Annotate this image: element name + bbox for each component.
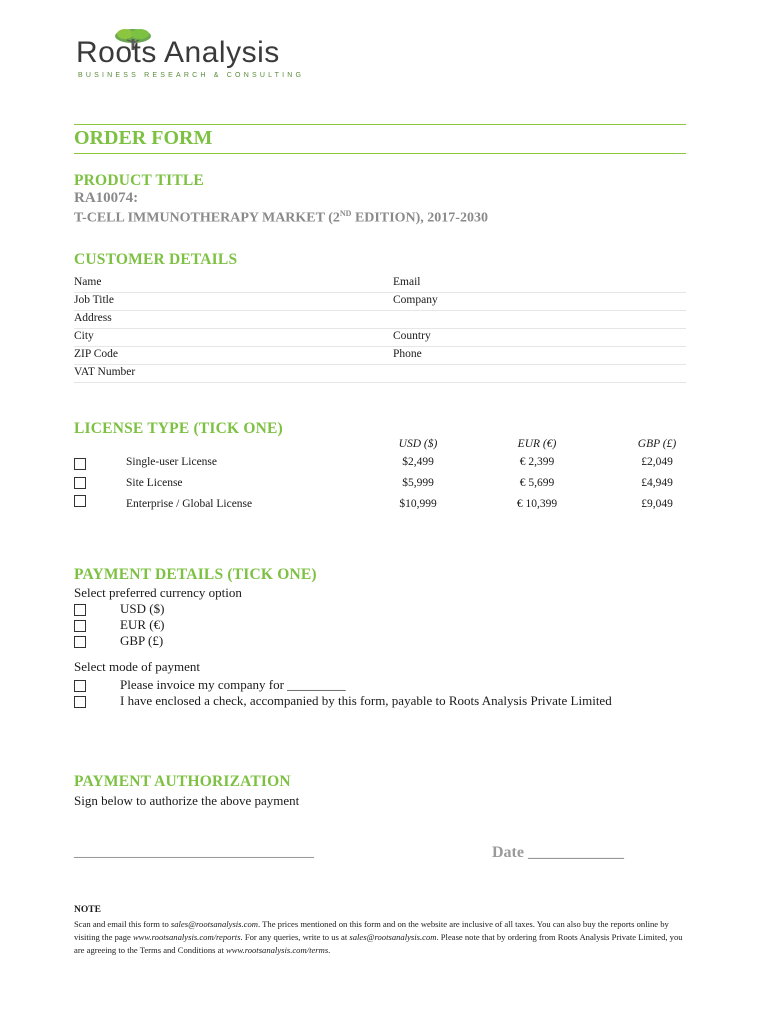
- license-single-eur: € 2,399: [519, 456, 555, 468]
- mode-invoice-checkbox[interactable]: [74, 680, 86, 692]
- license-enterprise-label: Enterprise / Global License: [126, 498, 253, 510]
- product-title-heading: PRODUCT TITLE: [74, 172, 204, 189]
- license-enterprise-eur: € 10,399: [516, 498, 558, 510]
- currency-eur-checkbox[interactable]: [74, 620, 86, 632]
- customer-field-address: Address: [74, 312, 112, 324]
- currency-gbp-label: GBP (£): [120, 633, 164, 648]
- customer-field-city: City: [74, 330, 94, 342]
- license-single-usd: $2,499: [402, 456, 434, 468]
- note-p5: .: [328, 945, 331, 955]
- note-text: [74, 918, 690, 957]
- payment-authorization-heading: PAYMENT AUTHORIZATION: [74, 773, 291, 790]
- payment-details-heading: PAYMENT DETAILS (TICK ONE): [74, 566, 317, 583]
- note-heading: NOTE: [74, 905, 101, 915]
- customer-field-zip: ZIP Code: [74, 348, 118, 360]
- note-p3: . For any queries, write to us at: [240, 932, 350, 942]
- authorization-instruction: Sign below to authorize the above payment: [74, 793, 300, 808]
- customer-field-phone: Phone: [393, 348, 422, 360]
- note-p1: Scan and email this form to: [74, 919, 171, 929]
- license-enterprise-usd: $10,999: [399, 498, 437, 510]
- date-field[interactable]: Date ____________: [492, 844, 624, 861]
- page-title: ORDER FORM: [74, 127, 213, 149]
- note-email-link[interactable]: sales@rootsanalysis.com: [170, 919, 258, 929]
- customer-field-vat: VAT Number: [74, 366, 136, 378]
- customer-field-email: Email: [393, 276, 421, 288]
- license-site-usd: $5,999: [402, 477, 434, 489]
- title-bottom-rule: [74, 153, 686, 154]
- license-single-checkbox[interactable]: [74, 458, 86, 470]
- license-single-gbp: £2,049: [641, 456, 673, 468]
- logo: [76, 28, 305, 84]
- mode-invoice-label: Please invoice my company for _________: [120, 677, 346, 692]
- currency-eur-label: EUR (€): [120, 617, 165, 632]
- mode-check-label: I have enclosed a check, accompanied by this form, payable to Roots Analysis Private Limited: [120, 693, 612, 708]
- license-site-eur: € 5,699: [519, 477, 555, 489]
- customer-field-job-title: Job Title: [74, 294, 114, 306]
- customer-row-city[interactable]: [74, 328, 686, 347]
- customer-field-name: Name: [74, 276, 102, 288]
- mode-check-checkbox[interactable]: [74, 696, 86, 708]
- product-code: RA10074:: [74, 190, 139, 206]
- license-site-checkbox[interactable]: [74, 477, 86, 489]
- note-email-link-2[interactable]: sales@rootsanalysis.com: [349, 932, 437, 942]
- license-type-heading: LICENSE TYPE (TICK ONE): [74, 420, 283, 437]
- customer-row-vat[interactable]: [74, 364, 686, 383]
- payment-mode-prompt: Select mode of payment: [74, 659, 200, 674]
- currency-usd-checkbox[interactable]: [74, 604, 86, 616]
- note-terms-link[interactable]: www.rootsanalysis.com/terms: [225, 945, 329, 955]
- customer-row-name[interactable]: [74, 274, 686, 293]
- note-reports-link[interactable]: www.rootsanalysis.com/reports: [132, 932, 241, 942]
- product-name-pre: T-CELL IMMUNOTHERAPY MARKET (2: [74, 210, 340, 226]
- license-site-gbp: £4,949: [641, 477, 673, 489]
- note-p2: . The prices mentioned on this form and on the website are inclusive of all taxes. You can also buy the reports online by visiting the page: [74, 919, 669, 942]
- license-enterprise-checkbox[interactable]: [74, 495, 86, 507]
- license-currency-gbp: GBP (£): [637, 438, 677, 450]
- license-site-label: Site License: [126, 477, 183, 489]
- currency-prompt: Select preferred currency option: [74, 585, 242, 600]
- note-p4: . Please note that by ordering from Roots Analysis Private Limited, you are agreeing to the Terms and Conditions at: [74, 932, 683, 955]
- currency-gbp-checkbox[interactable]: [74, 636, 86, 648]
- license-currency-eur: EUR (€): [517, 438, 557, 450]
- customer-row-address[interactable]: [74, 310, 686, 329]
- license-single-label: Single-user License: [126, 456, 218, 468]
- product-name-sup: ND: [339, 209, 352, 218]
- product-name-post: EDITION), 2017-2030: [351, 210, 488, 226]
- license-enterprise-gbp: £9,049: [641, 498, 673, 510]
- logo-tagline: BUSINESS RESEARCH & CONSULTING: [78, 72, 305, 79]
- customer-details-heading: CUSTOMER DETAILS: [74, 251, 238, 268]
- customer-row-zip[interactable]: [74, 346, 686, 365]
- license-currency-usd: USD ($): [398, 438, 438, 450]
- product-name: [74, 209, 488, 227]
- title-top-rule: [74, 124, 686, 125]
- signature-line[interactable]: ________________________________: [74, 844, 314, 860]
- customer-field-company: Company: [393, 294, 438, 306]
- logo-wordmark: Roots Analysis: [76, 36, 280, 69]
- customer-row-job[interactable]: [74, 292, 686, 311]
- currency-usd-label: USD ($): [120, 601, 165, 616]
- customer-field-country: Country: [393, 330, 431, 342]
